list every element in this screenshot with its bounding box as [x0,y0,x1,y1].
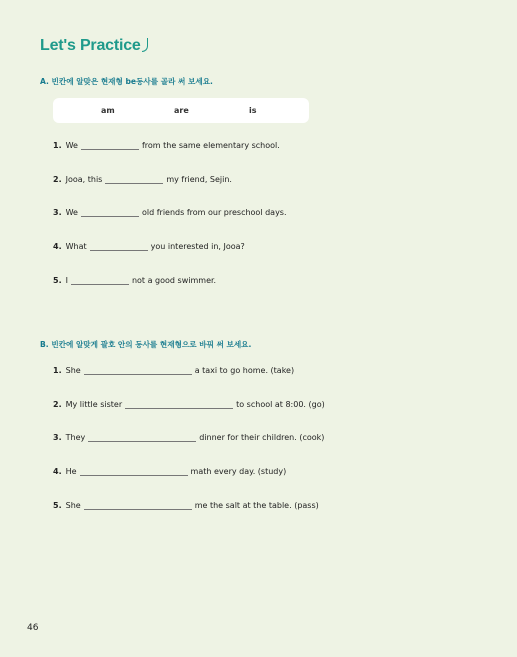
section-a-heading: A. 빈칸에 알맞은 현재형 be동사를 골라 써 보세요. [40,77,213,86]
answer-blank[interactable] [84,365,192,375]
exercise-a-item: 4. What you interested in, Jooa? [53,242,245,251]
page-number: 46 [27,623,39,633]
word-bank-item: is [249,106,257,115]
answer-blank[interactable] [125,399,233,409]
answer-blank[interactable] [81,140,139,150]
title-bracket-decoration [142,38,148,52]
answer-blank[interactable] [84,500,192,510]
answer-blank[interactable] [71,275,129,285]
word-bank-item: are [174,106,189,115]
exercise-b-item: 5. She me the salt at the table. (pass) [53,501,319,510]
answer-blank[interactable] [80,466,188,476]
page-title: Let's Practice [40,37,148,55]
answer-blank[interactable] [81,207,139,217]
exercise-a-item: 3. We old friends from our preschool days. [53,208,287,217]
exercise-a-item: 1. We from the same elementary school. [53,141,280,150]
answer-blank[interactable] [90,241,148,251]
exercise-b-item: 4. He math every day. (study) [53,467,287,476]
word-bank-item: am [101,106,115,115]
section-b-heading: B. 빈칸에 알맞게 괄호 안의 동사를 현재형으로 바꿔 써 보세요. [40,340,252,349]
exercise-b-item: 1. She a taxi to go home. (take) [53,366,295,375]
answer-blank[interactable] [105,174,163,184]
exercise-a-item: 5. I not a good swimmer. [53,276,217,285]
word-bank [53,98,309,123]
exercise-b-item: 2. My little sister to school at 8:00. (go) [53,400,325,409]
exercise-b-item: 3. They dinner for their children. (cook) [53,433,325,442]
exercise-a-item: 2. Jooa, this my friend, Sejin. [53,175,232,184]
answer-blank[interactable] [88,432,196,442]
